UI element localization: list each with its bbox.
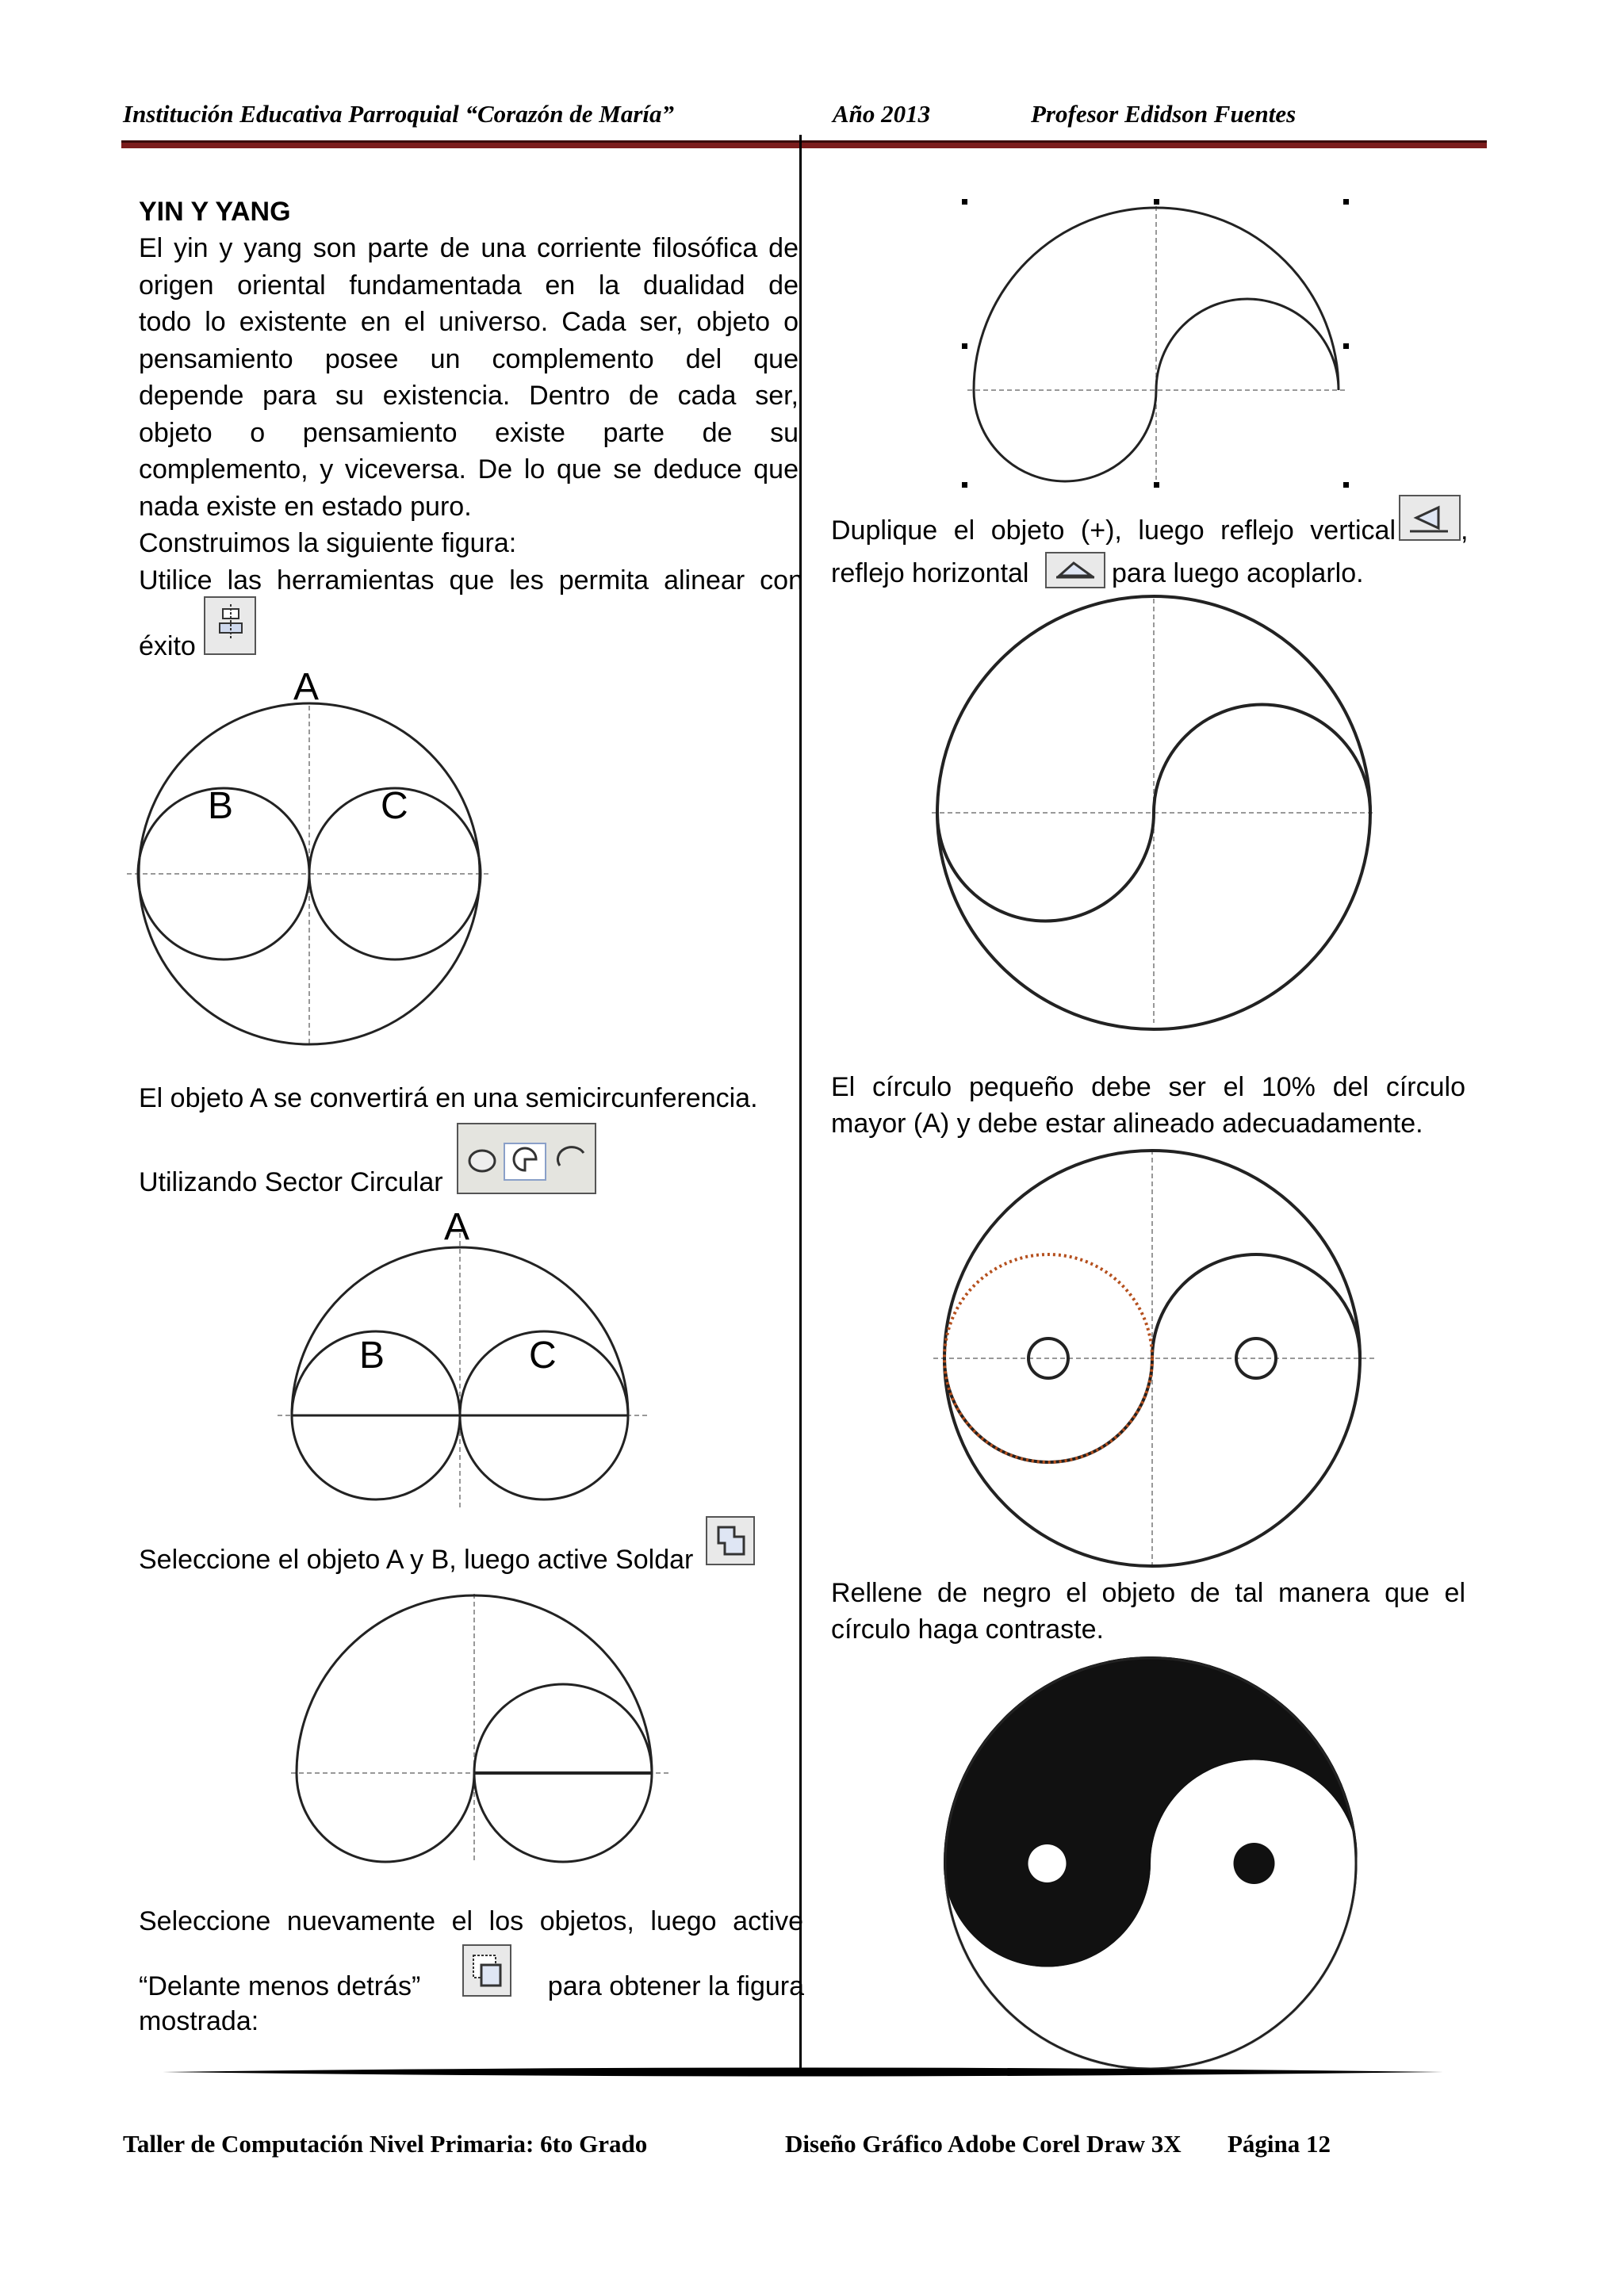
- figure-semicircle-abc: [274, 1206, 654, 1518]
- intro-line: pensamiento posee un complemento del que: [139, 343, 799, 374]
- mirror-vertical-icon[interactable]: [1399, 495, 1461, 541]
- label-b: B: [208, 785, 234, 827]
- black-dot: [1234, 1843, 1275, 1884]
- footer-workshop: Taller de Computación Nivel Primaria: 6to Grado: [123, 2130, 648, 2158]
- intro-line: todo lo existente en el universo. Cada ser, objeto o: [139, 307, 799, 337]
- intro-line: origen oriental fundamentada en la dualidad de: [139, 270, 799, 301]
- step-front-c: mostrada:: [139, 2006, 259, 2036]
- step-again: Seleccione nuevamente el los objetos, luego active: [139, 1906, 803, 1936]
- label-a: A: [444, 1206, 470, 1248]
- ellipse-tool-icon[interactable]: [469, 1151, 495, 1171]
- align-text: Utilice las herramientas que les permita alinear con: [139, 565, 803, 596]
- step-semicircle: El objeto A se convertirá en una semicircunferencia.: [139, 1083, 758, 1113]
- step-sector: Utilizando Sector Circular: [139, 1167, 443, 1197]
- label-b: B: [359, 1335, 385, 1377]
- intro-line: nada existe en estado puro.: [139, 491, 472, 522]
- header-rule: [121, 140, 1487, 148]
- step-weld: Seleccione el objeto A y B, luego active Soldar: [139, 1545, 694, 1575]
- construct-text: Construimos la siguiente figura:: [139, 528, 517, 558]
- header-institution: Institución Educativa Parroquial “Corazón de María”: [123, 100, 675, 128]
- mirror-horizontal-icon[interactable]: [1045, 552, 1105, 588]
- intro-line: objeto o pensamiento existe parte de su: [139, 417, 799, 448]
- figure-yin-yang-small-circles: [932, 1146, 1376, 1570]
- weld-tool-icon[interactable]: [706, 1516, 755, 1565]
- white-dot: [1028, 1844, 1067, 1882]
- intro-paragraph: [139, 230, 803, 599]
- small-circle-text-2: mayor (A) y debe estar alineado adecuadamente.: [831, 1109, 1423, 1139]
- dup-line2a: reflejo horizontal: [831, 558, 1029, 588]
- figure-welded-shape: [289, 1586, 670, 1871]
- header-teacher: Profesor Edidson Fuentes: [1031, 100, 1297, 128]
- figure-circles-abc: [119, 658, 492, 1063]
- dup-comma: ,: [1461, 515, 1469, 546]
- label-c: C: [381, 785, 408, 827]
- align-text-end: éxito: [139, 631, 196, 661]
- small-circle-text-1: El círculo pequeño debe ser el 10% del círculo: [831, 1072, 1465, 1102]
- step-front-a: “Delante menos detrás”: [139, 1971, 421, 2001]
- arc-tool-icon[interactable]: [557, 1147, 584, 1166]
- fill-text-2: círculo haga contraste.: [831, 1614, 1104, 1645]
- section-title: YIN Y YANG: [139, 197, 291, 227]
- column-divider: [799, 135, 802, 2074]
- intro-line: complemento, y viceversa. De lo que se deduce que: [139, 454, 799, 484]
- header-year: Año 2013: [833, 100, 931, 128]
- front-minus-back-icon[interactable]: [462, 1944, 511, 1997]
- step-front-b: para obtener la figura: [547, 1971, 804, 2001]
- intro-line: El yin y yang son parte de una corriente filosófica de: [139, 233, 799, 263]
- align-tool-icon[interactable]: [204, 596, 256, 655]
- label-c: C: [529, 1335, 557, 1377]
- dup-line1: Duplique el objeto (+), luego reflejo vertical: [831, 515, 1396, 546]
- figure-yin-yang-filled: [944, 1657, 1364, 2070]
- figure-s-curve: [952, 190, 1364, 492]
- footer-course: Diseño Gráfico Adobe Corel Draw 3X: [785, 2130, 1182, 2158]
- label-a: A: [293, 666, 320, 708]
- align-glyph-icon: [205, 598, 255, 653]
- footer-rule: [163, 2060, 1443, 2084]
- dup-line2b: para luego acoplarlo.: [1112, 558, 1364, 588]
- intro-line: depende para su existencia. Dentro de cada ser,: [139, 381, 799, 411]
- fill-text-1: Rellene de negro el objeto de tal manera que el: [831, 1578, 1465, 1608]
- figure-yin-yang-outline: [928, 591, 1380, 1031]
- footer-page: Página 12: [1228, 2130, 1331, 2158]
- sector-toolbar: [457, 1123, 596, 1194]
